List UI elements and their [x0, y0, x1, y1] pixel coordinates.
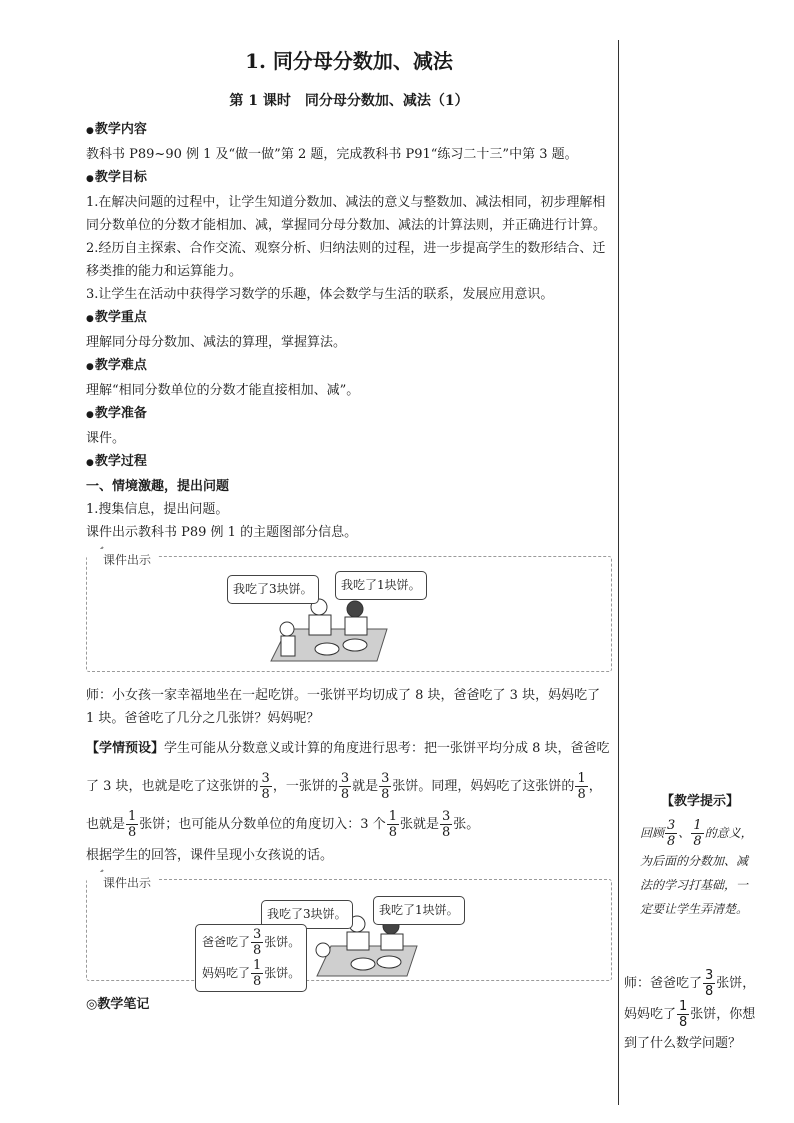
section-heading-goals: ●教学目标: [86, 170, 147, 185]
fraction-1-8: $\frac{1}{8}$: [128, 809, 137, 840]
answer-line: 根据学生的回答，课件呈现小女孩说的话。: [86, 848, 334, 863]
mom-fraction-line: 妈妈吃了 $\frac{1}{8}$ 张饼。: [202, 958, 301, 989]
teaching-notes-label: ◎教学笔记: [86, 997, 150, 1012]
girl-speech-box: [195, 924, 307, 992]
prep-text: 课件。: [86, 431, 126, 446]
difficulty-text: 理解“相同分数单位的分数才能直接相加、减”。: [86, 383, 360, 398]
teacher-text: 师：小女孩一家幸福地坐在一起吃饼。一张饼平均切成了 8 块，爸爸吃了 3 块，妈妈吃了 1 块。爸爸吃了几分之几张饼？妈妈呢？: [86, 688, 601, 726]
courseware-figure-2: [86, 876, 612, 989]
section-heading-process: ●教学过程: [86, 454, 147, 469]
fraction-1-8: $\frac{1}{8}$: [388, 809, 397, 840]
speech-bubble-mom: 我吃了1块饼。: [335, 571, 427, 600]
section-marker-icon: ●: [86, 314, 94, 324]
section-marker-icon: ●: [86, 126, 94, 136]
speech-bubble-girl: 我吃了3块饼。: [261, 900, 353, 929]
goal-item: 2.经历自主探索、合作交流、观察分析、归纳法则的过程，进一步提高学生的数形结合、迁移类推的能力和运算能力。: [86, 241, 606, 279]
step-text: 课件出示教科书 P89 例 1 的主题图部分信息。: [86, 525, 358, 540]
fraction-3-8: $\frac{3}{8}$: [261, 771, 270, 802]
speech-bubble-mom: 我吃了1块饼。: [373, 896, 465, 925]
fraction-3-8: $\frac{3}{8}$: [442, 809, 451, 840]
section-marker-icon: ●: [86, 458, 94, 468]
side-note: 师：爸爸吃了 $\frac{3}{8}$ 张饼，妈妈吃了 $\frac{1}{8}$ 张饼，你想到了什么数学问题？: [624, 968, 756, 1051]
analysis-paragraph: 【学情预设】学生可能从分数意义或计算的角度进行思考：把一张饼平均分成 8 块，爸爸吃了 3 块，也就是吃了这张饼的 $\frac{3}{8}$ ，一张饼的 $\frac{3}{8}$ 就是 $\frac{3}{8}$ 张饼。同理，妈妈吃了这张饼的 $\frac{1}{8}$ ，也就是 $\frac{1}{8}$ 张饼；也可能从分数单位的角度切入：3 个 $\frac{1}{8}$ 张就是 $\frac{3}{8}$ 张。: [86, 741, 610, 840]
section-heading-difficulty: ●教学难点: [86, 358, 147, 373]
content-text: 教科书 P89~90 例 1 及“做一做”第 2 题，完成教科书 P91“练习二十三”中第 3 题。: [86, 147, 578, 162]
dad-fraction-line: 爸爸吃了 $\frac{3}{8}$ 张饼。: [202, 927, 301, 958]
goal-item: 3.让学生在活动中获得学习数学的乐趣，体会数学与生活的联系，发展应用意识。: [86, 287, 554, 302]
speech-bubble-girl: 我吃了3块饼。: [227, 575, 319, 604]
chapter-title: 1. 同分母分数加、减法: [245, 49, 453, 73]
courseware-figure-1: [86, 553, 612, 672]
courseware-label: 课件出示: [87, 872, 157, 895]
fraction-3-8: $\frac{3}{8}$: [340, 771, 350, 802]
section-heading-prep: ●教学准备: [86, 406, 147, 421]
fraction-1-8: $\frac{1}{8}$: [577, 771, 586, 802]
section-marker-icon: ●: [86, 362, 94, 372]
section-marker-icon: ●: [86, 410, 94, 420]
courseware-label: 课件出示: [87, 549, 157, 572]
step-heading: 一、情境激趣，提出问题: [86, 479, 230, 494]
section-heading-content: ●教学内容: [86, 122, 147, 137]
teaching-tip-body: 回顾 $\frac{3}{8}$ 、 $\frac{1}{8}$ 的意义，为后面的分数加、减法的学习打基础，一定要让学生弄清楚。: [640, 818, 753, 916]
main-column: [86, 44, 612, 1016]
family-eating-illustration: [87, 880, 613, 980]
margin-divider: [618, 40, 619, 1105]
section-heading-key: ●教学重点: [86, 310, 147, 325]
fraction-3-8: $\frac{3}{8}$: [381, 771, 390, 802]
lesson-title: 第 1 课时 同分母分数加、减法（1）: [229, 93, 469, 109]
teaching-tip-heading: 【教学提示】: [660, 794, 739, 809]
step-text: 1.搜集信息，提出问题。: [86, 502, 229, 517]
section-marker-icon: ●: [86, 174, 94, 184]
key-text: 理解同分母分数加、减法的算理，掌握算法。: [86, 335, 347, 350]
goal-item: 1.在解决问题的过程中，让学生知道分数加、减法的意义与整数加、减法相同，初步理解相同分数单位的分数才能相加、减，掌握同分母分数加、减法的计算法则，并正确进行计算。: [86, 195, 607, 233]
